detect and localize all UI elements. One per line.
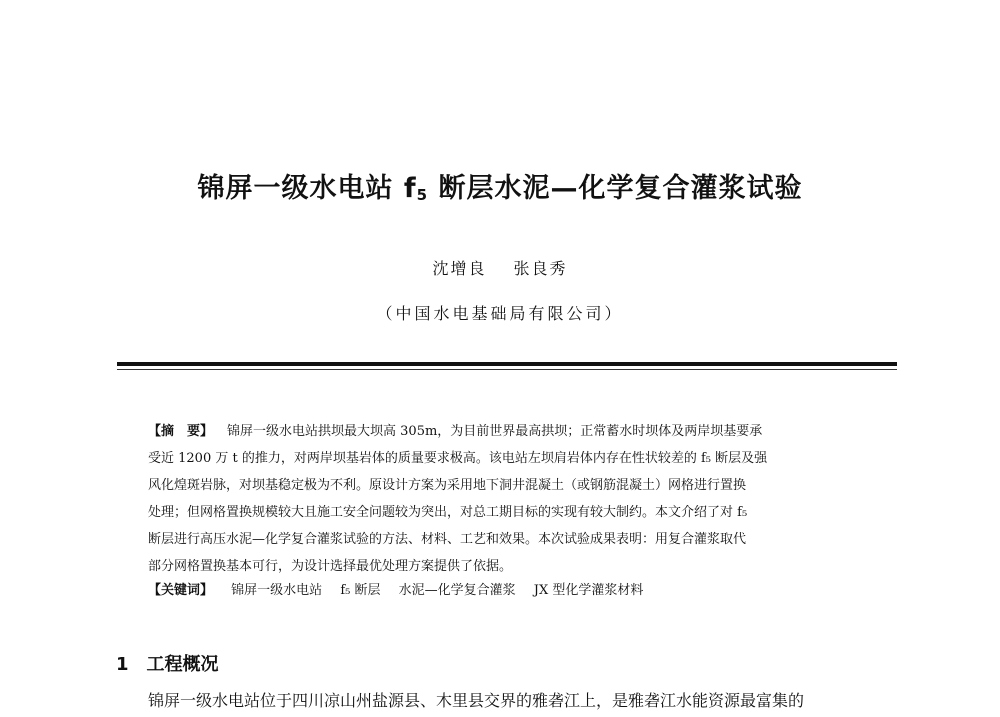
keyword: 水泥—化学复合灌浆 [398, 583, 516, 598]
title-subscript: 5 [416, 186, 429, 204]
keywords-block [148, 580, 862, 602]
abstract-line [148, 418, 862, 445]
header-divider-thick [117, 362, 897, 366]
abstract-line: 断层进行高压水泥—化学复合灌浆试验的方法、材料、工艺和效果。本次试验成果表明：用复合灌浆取代 [148, 532, 747, 547]
abstract-line: 处理；但网格置换规模较大且施工安全问题较为突出，对总工期目标的实现有较大制约。本文介绍了对 f₅ [148, 505, 748, 520]
abstract-block [148, 418, 862, 580]
body-paragraph: 锦屏一级水电站位于四川凉山州盐源县、木里县交界的雅砻江上，是雅砻江水能资源最富集的 [148, 691, 805, 710]
abstract-line: 风化煌斑岩脉，对坝基稳定极为不利。原设计方案为采用地下洞井混凝土（或钢筋混凝土）网格进行置换 [148, 478, 747, 493]
title-text-pre: 锦屏一级水电站 f [197, 173, 417, 204]
paper-title [0, 166, 1000, 205]
title-text-post: 断层水泥—化学复合灌浆试验 [428, 173, 803, 204]
section-heading [116, 650, 219, 676]
header-divider-thin [117, 369, 897, 370]
keyword: JX 型化学灌浆材料 [533, 583, 644, 598]
keyword: 锦屏一级水电站 [231, 583, 323, 598]
abstract-text: 锦屏一级水电站拱坝最大坝高 305m，为目前世界最高拱坝；正常蓄水时坝体及两岸坝基要承 [227, 424, 763, 439]
section-number: 1 [116, 654, 129, 675]
keywords-label: 【关键词】 [148, 583, 214, 598]
author-affiliation: （中国水电基础局有限公司） [376, 304, 624, 323]
keyword: f₅ 断层 [340, 583, 381, 598]
section-title: 工程概况 [146, 654, 219, 675]
abstract-line: 部分网格置换基本可行，为设计选择最优处理方案提供了依据。 [148, 559, 513, 574]
author-name: 沈增良 [432, 259, 487, 278]
author-list [0, 256, 1000, 279]
abstract-line: 受近 1200 万 t 的推力，对两岸坝基岩体的质量要求极高。该电站左坝肩岩体内存在性状较差的 f₅ 断层及强 [148, 451, 768, 466]
abstract-label: 【摘 要】 [148, 424, 214, 439]
author-name: 张良秀 [513, 259, 568, 278]
